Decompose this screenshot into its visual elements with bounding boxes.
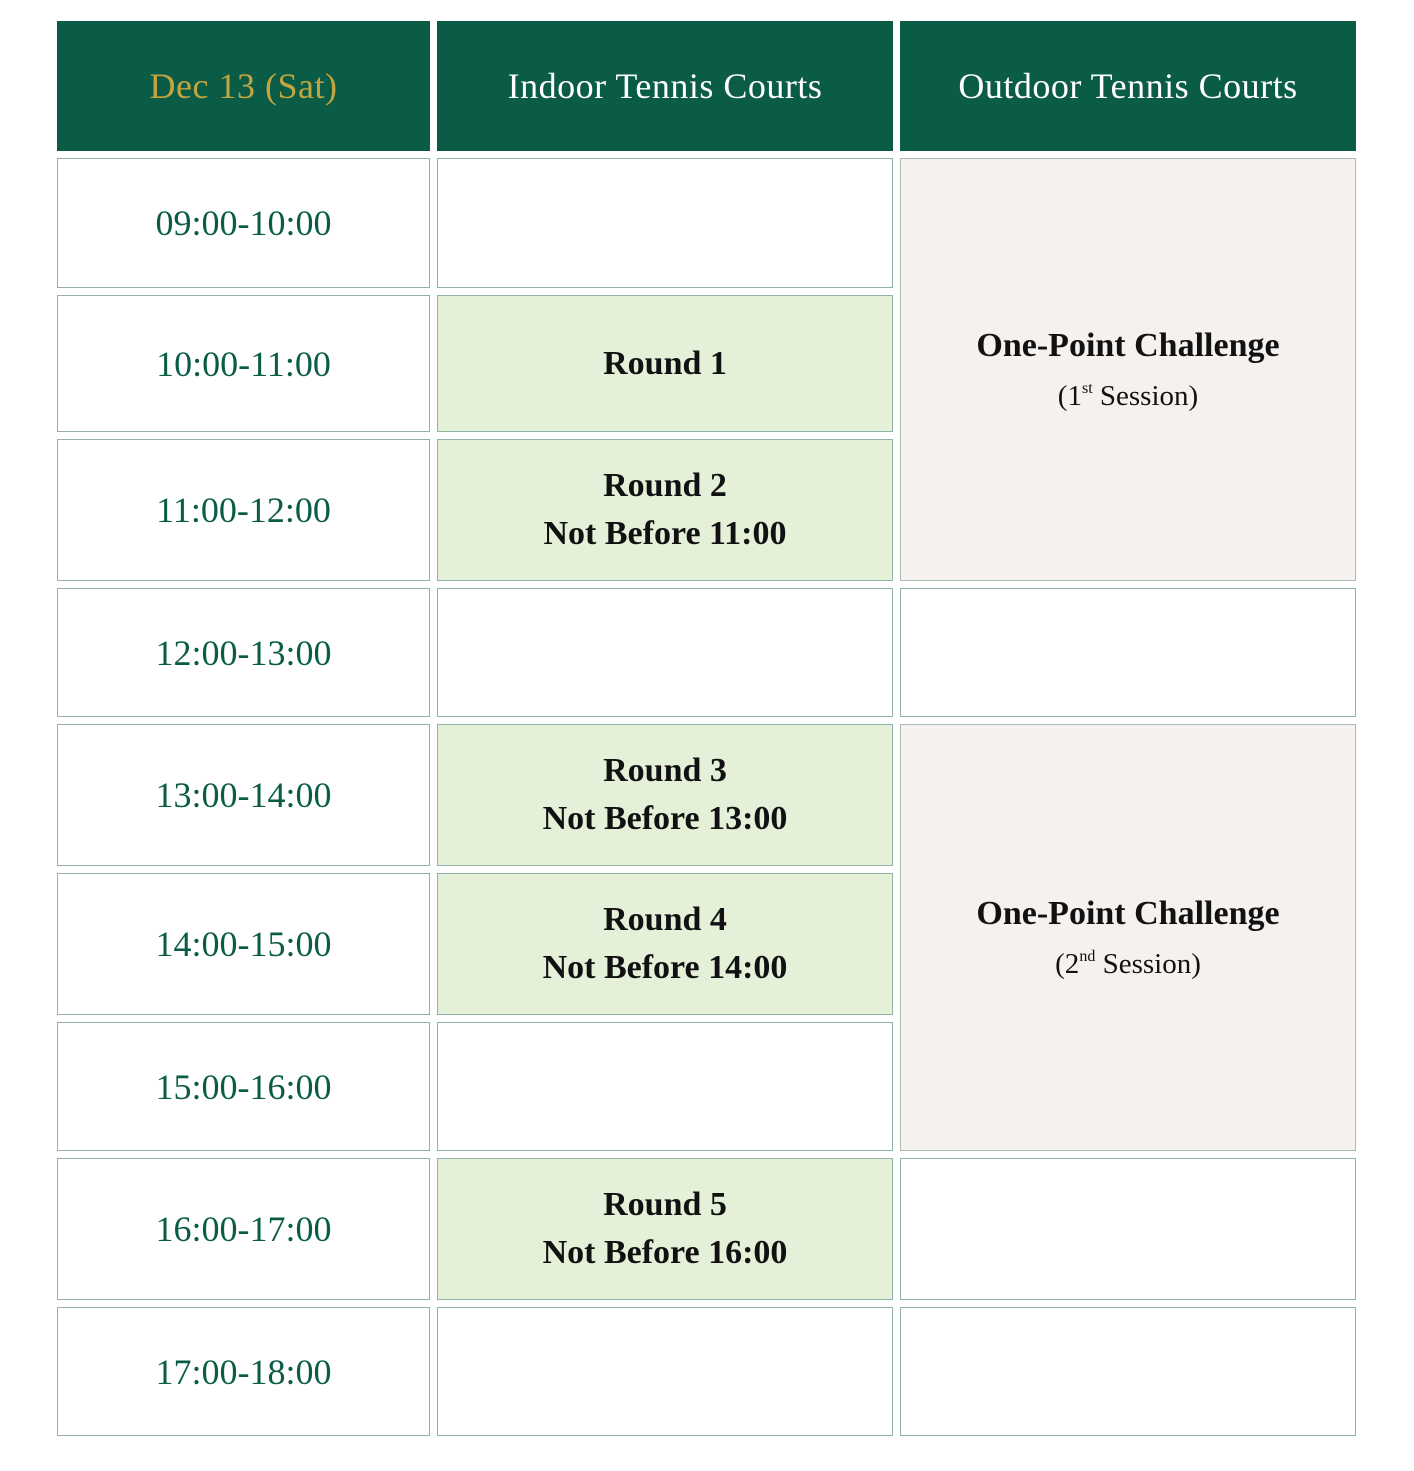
challenge-session: (1st Session) — [1057, 380, 1199, 412]
indoor-round-3 — [437, 724, 893, 866]
header-indoor-courts: Indoor Tennis Courts — [437, 21, 893, 151]
indoor-empty-cell — [437, 1022, 893, 1151]
round-note: Not Before 14:00 — [542, 949, 788, 986]
time-slot: 12:00-13:00 — [57, 588, 430, 717]
round-title: Round 3 — [603, 752, 727, 789]
outdoor-challenge-session-2 — [900, 724, 1356, 1151]
round-note: Not Before 13:00 — [542, 800, 788, 837]
indoor-empty-cell — [437, 158, 893, 288]
round-note: Not Before 11:00 — [543, 515, 787, 552]
round-title: Round 2 — [603, 467, 727, 504]
outdoor-empty-cell — [900, 588, 1356, 717]
round-note: Not Before 16:00 — [542, 1234, 788, 1271]
round-title: Round 1 — [603, 344, 727, 382]
outdoor-empty-cell — [900, 1158, 1356, 1300]
round-title: Round 4 — [603, 901, 727, 938]
time-slot: 16:00-17:00 — [57, 1158, 430, 1300]
challenge-session: (2nd Session) — [1055, 948, 1201, 980]
indoor-round-2 — [437, 439, 893, 581]
time-slot: 13:00-14:00 — [57, 724, 430, 866]
indoor-empty-cell — [437, 1307, 893, 1436]
indoor-round-1 — [437, 295, 893, 432]
time-slot: 15:00-16:00 — [57, 1022, 430, 1151]
indoor-round-4 — [437, 873, 893, 1015]
outdoor-empty-cell — [900, 1307, 1356, 1436]
outdoor-challenge-session-1 — [900, 158, 1356, 581]
time-slot: 14:00-15:00 — [57, 873, 430, 1015]
schedule-table — [57, 21, 1356, 1436]
header-outdoor-courts: Outdoor Tennis Courts — [900, 21, 1356, 151]
time-slot: 09:00-10:00 — [57, 158, 430, 288]
challenge-title: One-Point Challenge — [976, 895, 1280, 932]
indoor-empty-cell — [437, 588, 893, 717]
header-date: Dec 13 (Sat) — [57, 21, 430, 151]
indoor-round-5 — [437, 1158, 893, 1300]
time-slot: 11:00-12:00 — [57, 439, 430, 581]
time-slot: 10:00-11:00 — [57, 295, 430, 432]
round-title: Round 5 — [603, 1186, 727, 1223]
time-slot: 17:00-18:00 — [57, 1307, 430, 1436]
challenge-title: One-Point Challenge — [976, 327, 1280, 364]
